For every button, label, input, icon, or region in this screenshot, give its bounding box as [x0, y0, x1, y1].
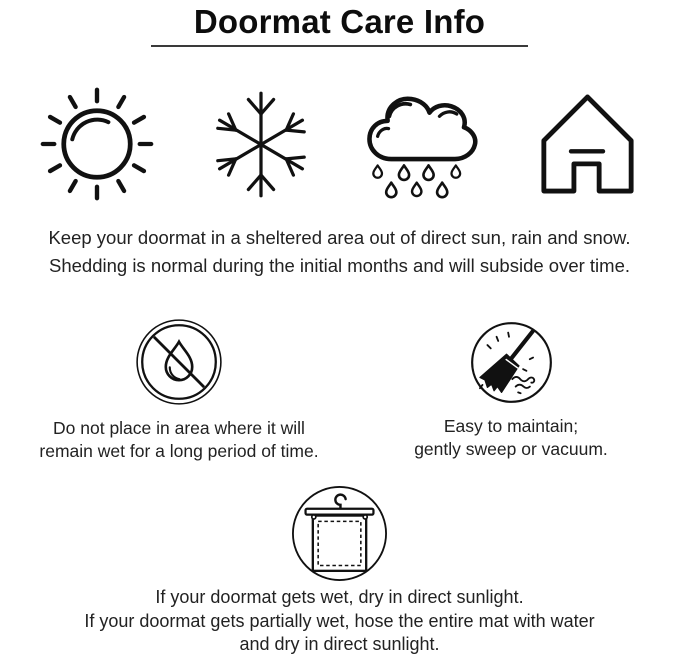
sweep-caption — [414, 415, 608, 461]
care-item-no-water — [8, 318, 350, 463]
hanging-mat-icon — [291, 485, 388, 582]
drying-section — [0, 485, 679, 655]
no-water-caption — [39, 417, 318, 463]
rain-cloud-icon — [357, 88, 491, 201]
house-icon — [521, 93, 655, 195]
intro-line-2: Shedding is normal during the initial months and will subside over time. — [49, 254, 630, 276]
no-water-icon — [135, 318, 223, 406]
sweep-caption-line-2: gently sweep or vacuum. — [414, 439, 608, 459]
care-item-sweep — [361, 318, 661, 461]
drying-caption-line-3: and dry in direct sunlight. — [239, 634, 440, 654]
sun-icon — [30, 87, 164, 201]
drying-caption-line-2: If your doormat gets partially wet, hose the entire mat with water — [84, 610, 595, 631]
drying-caption — [84, 586, 594, 655]
broom-icon — [470, 321, 553, 404]
intro-line-1: Keep your doormat in a sheltered area out of direct sun, rain and snow. — [48, 227, 631, 248]
intro-paragraph — [0, 224, 679, 279]
care-row — [0, 318, 679, 463]
weather-icon-row — [0, 85, 679, 203]
no-water-caption-line-2: remain wet for a long period of time. — [39, 441, 319, 461]
sweep-caption-line-1: Easy to maintain; — [443, 416, 579, 436]
snowflake-icon — [194, 86, 328, 203]
page-title: Doormat Care Info — [193, 3, 486, 40]
title-underline — [151, 45, 528, 47]
drying-caption-line-1: If your doormat gets wet, dry in direct sunlight. — [155, 587, 524, 607]
no-water-caption-line-1: Do not place in area where it will — [53, 418, 305, 438]
